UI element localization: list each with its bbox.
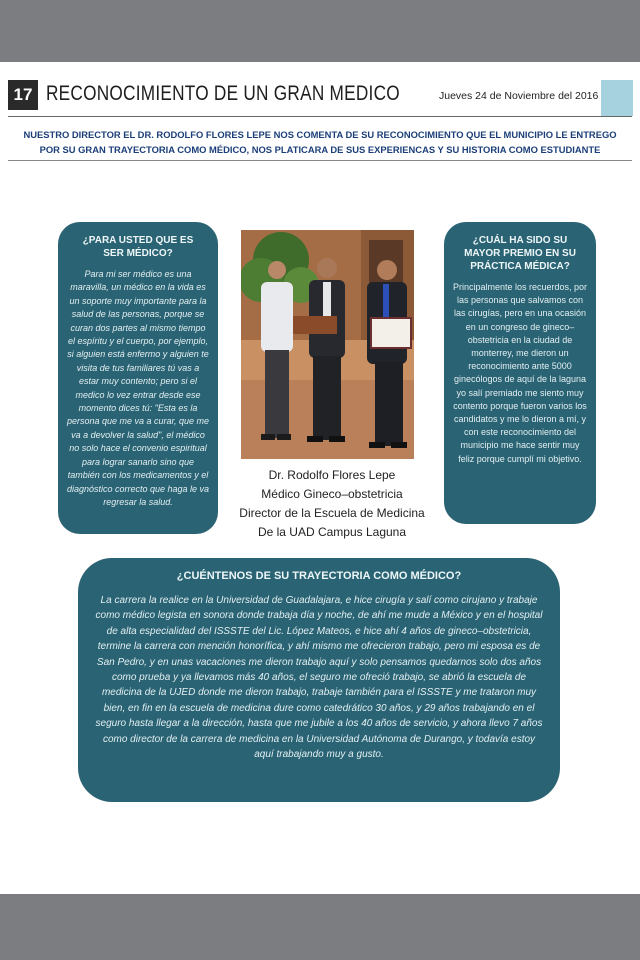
question-heading: ¿CUÁL HA SIDO SU MAYOR PREMIO EN SU PRÁCTICA MÉDICA?	[464, 235, 576, 272]
question-card-greatest-award	[444, 222, 596, 524]
header-accent-box	[601, 80, 633, 116]
caption-name: Dr. Rodolfo Flores Lepe	[268, 468, 396, 482]
caption-specialty: Médico Gineco–obstetricia	[261, 487, 403, 501]
issue-date: Jueves 24 de Noviembre del 2016	[439, 90, 599, 102]
caption-role: Director de la Escuela de Medicina	[239, 506, 425, 520]
answer-text: Principalmente los recuerdos, por las personas que salvamos con las cirugías, pero en una ocasión en un congreso de gineco–obstetricia en la ciudad de monterrey, me dieron un reconocimiento ante 5000 ginecólogos de aquí de la laguna yo salí premiado me siento muy contento porque fueron varios los candidatos y me lo dieron a mí, y con este reconocimiento del municipio me hace sentir muy feliz porque cumplí mi objetivo.	[452, 282, 588, 464]
subtitle-line-1: NUESTRO DIRECTOR EL DR. RODOLFO FLORES LEPE NOS COMENTA DE SU RECONOCIMIENTO QUE EL MUNICIPIO LE ENTREGO	[23, 129, 617, 140]
question-card-career	[78, 558, 560, 802]
doctor-photo	[241, 230, 414, 459]
question-heading: ¿PARA USTED QUE ES SER MÉDICO?	[82, 235, 194, 259]
question-card-what-is-doctor	[58, 222, 218, 534]
subtitle-divider	[8, 160, 632, 161]
answer-text: Para mi ser médico es una maravilla, un médico en la vida es un soporte muy importante para la salud de las personas, porque se curan dos partes al mismo tiempo el espíritu y el cuerpo, por ejemplo, si alguien está enfermo y alguien te visita de tus familiares tú vas a estar muy contento; pero si el medico lo vez entrar desde ese momento dices tú: "Esta es la persona que me va a curar, que me va a devolver la salud", el médico no solo hace el convenio espiritual para lograr sanarlo sino que también con los medicamentos y el diagnóstico correcto que haga le va regresar la salud.	[66, 269, 210, 507]
answer-text: La carrera la realice en la Universidad de Guadalajara, e hice cirugía y salí como cirujano y trabaje como médico legista en sonora donde trabaja día y noche, de ahí me mude a México y en el hospital de alta especialidad del ISSSTE del Lic. López Mateos, e hice ahí 4 años de gineco–obstetricia, termine la carrera con mención honorífica, y ahí mismo me ofrecieron trabajo, pero mi esposa es de San Pedro, y en unas vacaciones me dieron trabajo aquí y solo pensamos quedarnos solo dos años como prueba y ya llevamos más 40 años, el seguro me ofreció trabajo, se abrió la escuela de medicina de la UJED donde me dieron trabajo, trabaje también para el ISSSTE y me trataron muy bien, en fin en la escuela de medicina dure como catedrático 30 años, y 29 años trabajando en el seguro hasta llegar a la dirección, hasta que me jubile a los 40 años de servicio, y ahora llevo 7 años como director de la carrera de medicina en la Universidad Autónoma de Durango, y todavía estoy aquí trabajando muy a gusto.	[95, 595, 543, 761]
page-title: RECONOCIMIENTO DE UN GRAN MEDICO	[46, 82, 400, 105]
page-header	[8, 80, 632, 114]
page-number: 17	[8, 80, 38, 110]
question-heading: ¿CUÉNTENOS DE SU TRAYECTORIA COMO MÉDICO?	[176, 570, 462, 582]
photo-caption	[212, 466, 452, 542]
header-divider	[8, 116, 632, 117]
article-subtitle	[14, 127, 626, 157]
document-page	[0, 62, 640, 894]
subtitle-line-2: POR SU GRAN TRAYECTORIA COMO MÉDICO, NOS PLATICARA DE SUS EXPERIENCAS Y SU HISTORIA COMO ESTUDIANTE	[39, 144, 601, 155]
caption-campus: De la UAD Campus Laguna	[257, 525, 407, 539]
